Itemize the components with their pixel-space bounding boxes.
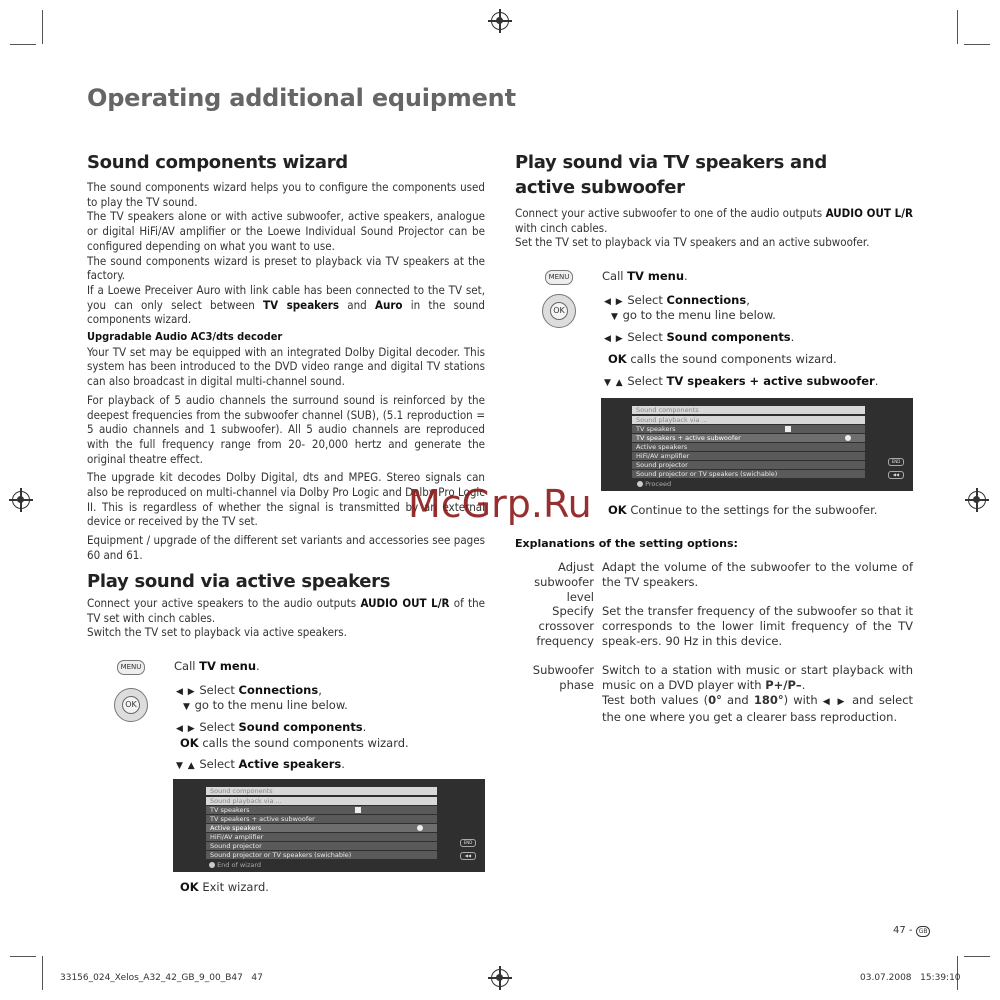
step-select-sound-components: ◀ ▶ Select Sound components.	[176, 720, 367, 734]
option-text: Adapt the volume of the subwoofer to the volume of the TV speakers.	[602, 560, 913, 589]
text: Connect your active subwoofer to one of the audio outputs	[515, 206, 823, 220]
subheading: Upgradable Audio AC3/dts decoder	[87, 330, 283, 344]
option-text: Set the transfer frequency of the subwoofer so that it corresponds to the lower limit frequency of the TV speak-ers. 90 Hz in this device.	[602, 604, 913, 648]
screen-footer	[637, 480, 671, 488]
ok-label: OK	[550, 302, 568, 320]
paragraph	[515, 206, 913, 235]
footer-text: Proceed	[645, 480, 672, 488]
text-bold: TV speakers	[263, 297, 340, 312]
language-badge: GB	[916, 926, 931, 937]
text: .	[801, 678, 806, 692]
menu-row: TV speakers + active subwoofer	[206, 815, 437, 823]
text-bold: P+/P–	[765, 678, 802, 692]
ok-select-icon	[417, 825, 423, 831]
step-go-down	[611, 308, 776, 325]
registration-mark-icon	[491, 12, 509, 30]
section-heading-active-speakers: Play sound via active speakers	[87, 571, 391, 592]
text-bold: Sound components	[238, 720, 363, 734]
text: Call	[602, 269, 624, 283]
text-bold: Sound components	[666, 330, 791, 344]
text: of the TV set with cinch cables.	[87, 596, 485, 625]
registration-mark-icon	[491, 969, 509, 987]
left-right-arrow-icon: ◀ ▶	[176, 724, 196, 734]
menu-row-selected: TV speakers + active subwoofer	[632, 434, 865, 442]
paragraph: The sound components wizard helps you to configure the components used to play the TV sound.	[87, 180, 485, 209]
left-text-block-2	[87, 596, 485, 640]
ok-label: OK	[122, 696, 140, 714]
crop-mark	[42, 10, 43, 44]
step-ok-wizard	[608, 352, 837, 367]
ok-button-icon	[114, 688, 148, 722]
option-label: Adjust subwoofer level	[534, 560, 594, 604]
crop-mark	[10, 956, 36, 957]
step-select-connections: ◀ ▶ Select Connections,	[604, 293, 750, 307]
page-number	[893, 925, 930, 937]
rewind-button-icon: ◀◀	[888, 471, 904, 479]
paragraph: For playback of 5 audio channels the surround sound is reinforced by the deepest frequencies from the subwoofer channel (SUB), (5.1 reproduction = 5 audio channels and 1 subwoofer). All 5 audio channels are reproduced with the full frequency range from 20- 20,000 hertz and generate the original theatre effect.	[87, 392, 485, 466]
text-bold: Active speakers	[238, 757, 342, 771]
page-title: Operating additional equipment	[87, 84, 516, 112]
right-text-block	[515, 206, 913, 250]
text: and	[347, 297, 367, 312]
section-heading-wizard: Sound components wizard	[87, 152, 348, 173]
text-bold: 0°	[708, 693, 722, 707]
ok-button-icon	[542, 294, 576, 328]
registration-mark-icon	[12, 491, 30, 509]
step-call-menu: Call TV menu.	[174, 659, 260, 673]
left-right-arrow-icon: ◀ ▶	[604, 297, 624, 307]
footer-text: End of wizard	[217, 861, 262, 869]
step-go-down	[183, 698, 348, 715]
footer-right: 03.07.2008 15:39:10	[860, 973, 961, 983]
crop-mark	[957, 10, 958, 44]
menu-row: HiFi/AV amplifier	[206, 833, 437, 841]
text: Call	[174, 659, 196, 673]
menu-row: Sound components	[206, 787, 437, 795]
menu-row: Sound playback via ...	[632, 416, 865, 424]
text-bold: AUDIO OUT L/R	[360, 596, 450, 610]
menu-row: Sound projector or TV speakers (swichable)	[206, 851, 437, 859]
paragraph: Equipment / upgrade of the different set variants and accessories see pages 60 and 61.	[87, 533, 485, 562]
text: go to the menu line below.	[622, 308, 776, 322]
text: Select	[627, 330, 663, 344]
crop-mark	[10, 44, 36, 45]
step-select-sound-components: ◀ ▶ Select Sound components.	[604, 330, 795, 344]
paragraph: Your TV set may be equipped with an integrated Dolby Digital decoder. This system has been introduced to the DVD video range and digital TV stations can also broadcast in digital multi-channel sound.	[87, 344, 485, 389]
text-bold: 180°	[753, 693, 784, 707]
page-number-text: 47 -	[893, 925, 913, 936]
up-down-arrow-icon: ▼ ▲	[176, 761, 196, 771]
checkbox-icon	[355, 807, 361, 813]
text-bold: TV menu	[627, 269, 685, 283]
menu-row: Sound playback via ...	[206, 797, 437, 805]
text-bold: Connections	[238, 683, 319, 697]
checkbox-icon	[785, 426, 791, 432]
paragraph: Set the TV set to playback via TV speakers and an active subwoofer.	[515, 235, 870, 250]
menu-row: TV speakers	[206, 806, 437, 814]
menu-row: Sound projector	[206, 842, 437, 850]
text-bold: AUDIO OUT L/R	[825, 206, 914, 220]
menu-row-selected: Active speakers	[206, 824, 437, 832]
ok-key: OK	[180, 880, 199, 894]
text: Exit wizard.	[202, 880, 269, 894]
text: Select	[199, 720, 235, 734]
text-bold: Auro	[374, 297, 403, 312]
text: Select	[199, 683, 235, 697]
up-down-arrow-icon: ▼ ▲	[604, 378, 624, 388]
text: Select	[627, 293, 663, 307]
paragraph: Switch the TV set to playback via active speakers.	[87, 625, 347, 640]
text: and select the one where you get a clearer bass reproduction.	[602, 693, 914, 724]
text: go to the menu line below.	[194, 698, 348, 712]
text-bold: TV speakers + active subwoofer	[666, 374, 875, 388]
ok-key: OK	[608, 352, 627, 366]
explanations-heading: Explanations of the setting options:	[515, 537, 738, 550]
text: Select	[627, 374, 663, 388]
watermark: McGrp.Ru	[408, 482, 592, 526]
step-call-menu: Call TV menu.	[602, 269, 688, 283]
section-heading-subwoofer: Play sound via TV speakers and active subwoofer	[515, 152, 827, 198]
text: Switch to a station with music or start playback with music on a DVD player with	[602, 663, 913, 692]
menu-row: Sound projector or TV speakers (swichable)	[632, 470, 865, 478]
text: in the sound components wizard.	[87, 297, 486, 327]
left-right-arrow-icon: ◀ ▶	[822, 697, 847, 707]
left-right-arrow-icon: ◀ ▶	[604, 334, 624, 344]
option-label: Specify crossover frequency	[536, 604, 594, 648]
down-arrow-icon: ▼	[183, 702, 191, 712]
ok-key: OK	[608, 503, 627, 517]
text: with cinch cables.	[515, 220, 608, 235]
text: Test both values (	[602, 693, 709, 707]
menu-row: Sound components	[632, 406, 865, 414]
step-exit-wizard	[180, 880, 269, 895]
ok-select-icon	[845, 435, 851, 441]
down-arrow-icon: ▼	[611, 312, 619, 322]
tv-menu-screenshot	[601, 398, 913, 491]
crop-mark	[964, 44, 990, 45]
crop-mark	[42, 956, 43, 990]
step-select-active-speakers: ▼ ▲ Select Active speakers.	[176, 757, 345, 771]
step-select-tv-sub: ▼ ▲ Select TV speakers + active subwoofer.	[604, 374, 879, 388]
option-text	[602, 663, 913, 725]
text: If a Loewe Preceiver Auro with link cable has been connected to the TV set, you can only select between	[87, 282, 485, 312]
menu-row: Active speakers	[632, 443, 865, 451]
end-button-icon: END	[888, 458, 904, 466]
ok-key: OK	[180, 736, 199, 750]
text: Connect your active speakers to the audio outputs	[87, 596, 357, 610]
paragraph: The TV speakers alone or with active subwoofer, active speakers, analogue or digital HiFi/AV amplifier or the Loewe Individual Sound Projector can be configured depending on what you want to use.	[87, 209, 485, 253]
text: calls the sound components wizard.	[630, 352, 837, 366]
paragraph: The upgrade kit decodes Dolby Digital, dts and MPEG. Stereo signals can also be reproduced on multi-channel via Dolby Pro Logic and Dolby Pro Logic II. This is regardless of whether the signal is transmitted by an external device or received by the TV set.	[87, 470, 485, 529]
registration-mark-icon	[968, 491, 986, 509]
menu-row: HiFi/AV amplifier	[632, 452, 865, 460]
left-right-arrow-icon: ◀ ▶	[176, 687, 196, 697]
ok-small-icon	[209, 862, 215, 868]
menu-button-icon: MENU	[117, 660, 145, 675]
paragraph	[87, 596, 485, 625]
step-ok-continue	[608, 503, 877, 518]
step-ok-wizard	[180, 736, 409, 751]
menu-row: TV speakers	[632, 425, 865, 433]
text: Select	[199, 757, 235, 771]
tv-menu-screenshot	[173, 779, 485, 872]
ok-small-icon	[637, 481, 643, 487]
step-select-connections: ◀ ▶ Select Connections,	[176, 683, 322, 697]
menu-row: Sound projector	[632, 461, 865, 469]
paragraph	[87, 283, 485, 327]
end-button-icon: END	[460, 839, 476, 847]
text-bold: Connections	[666, 293, 747, 307]
option-label: Subwoofer phase	[532, 663, 594, 692]
footer-left: 33156_024_Xelos_A32_42_GB_9_00_B47 47	[60, 973, 263, 983]
text: Continue to the settings for the subwoofer.	[630, 503, 878, 517]
rewind-button-icon: ◀◀	[460, 852, 476, 860]
text: and	[727, 693, 749, 707]
crop-mark	[964, 956, 990, 957]
text: ) with	[783, 693, 818, 707]
text: calls the sound components wizard.	[202, 736, 409, 750]
screen-footer	[209, 861, 261, 869]
paragraph: The sound components wizard is preset to playback via TV speakers at the factory.	[87, 253, 485, 283]
menu-button-icon: MENU	[545, 270, 573, 285]
text-bold: TV menu	[199, 659, 257, 673]
